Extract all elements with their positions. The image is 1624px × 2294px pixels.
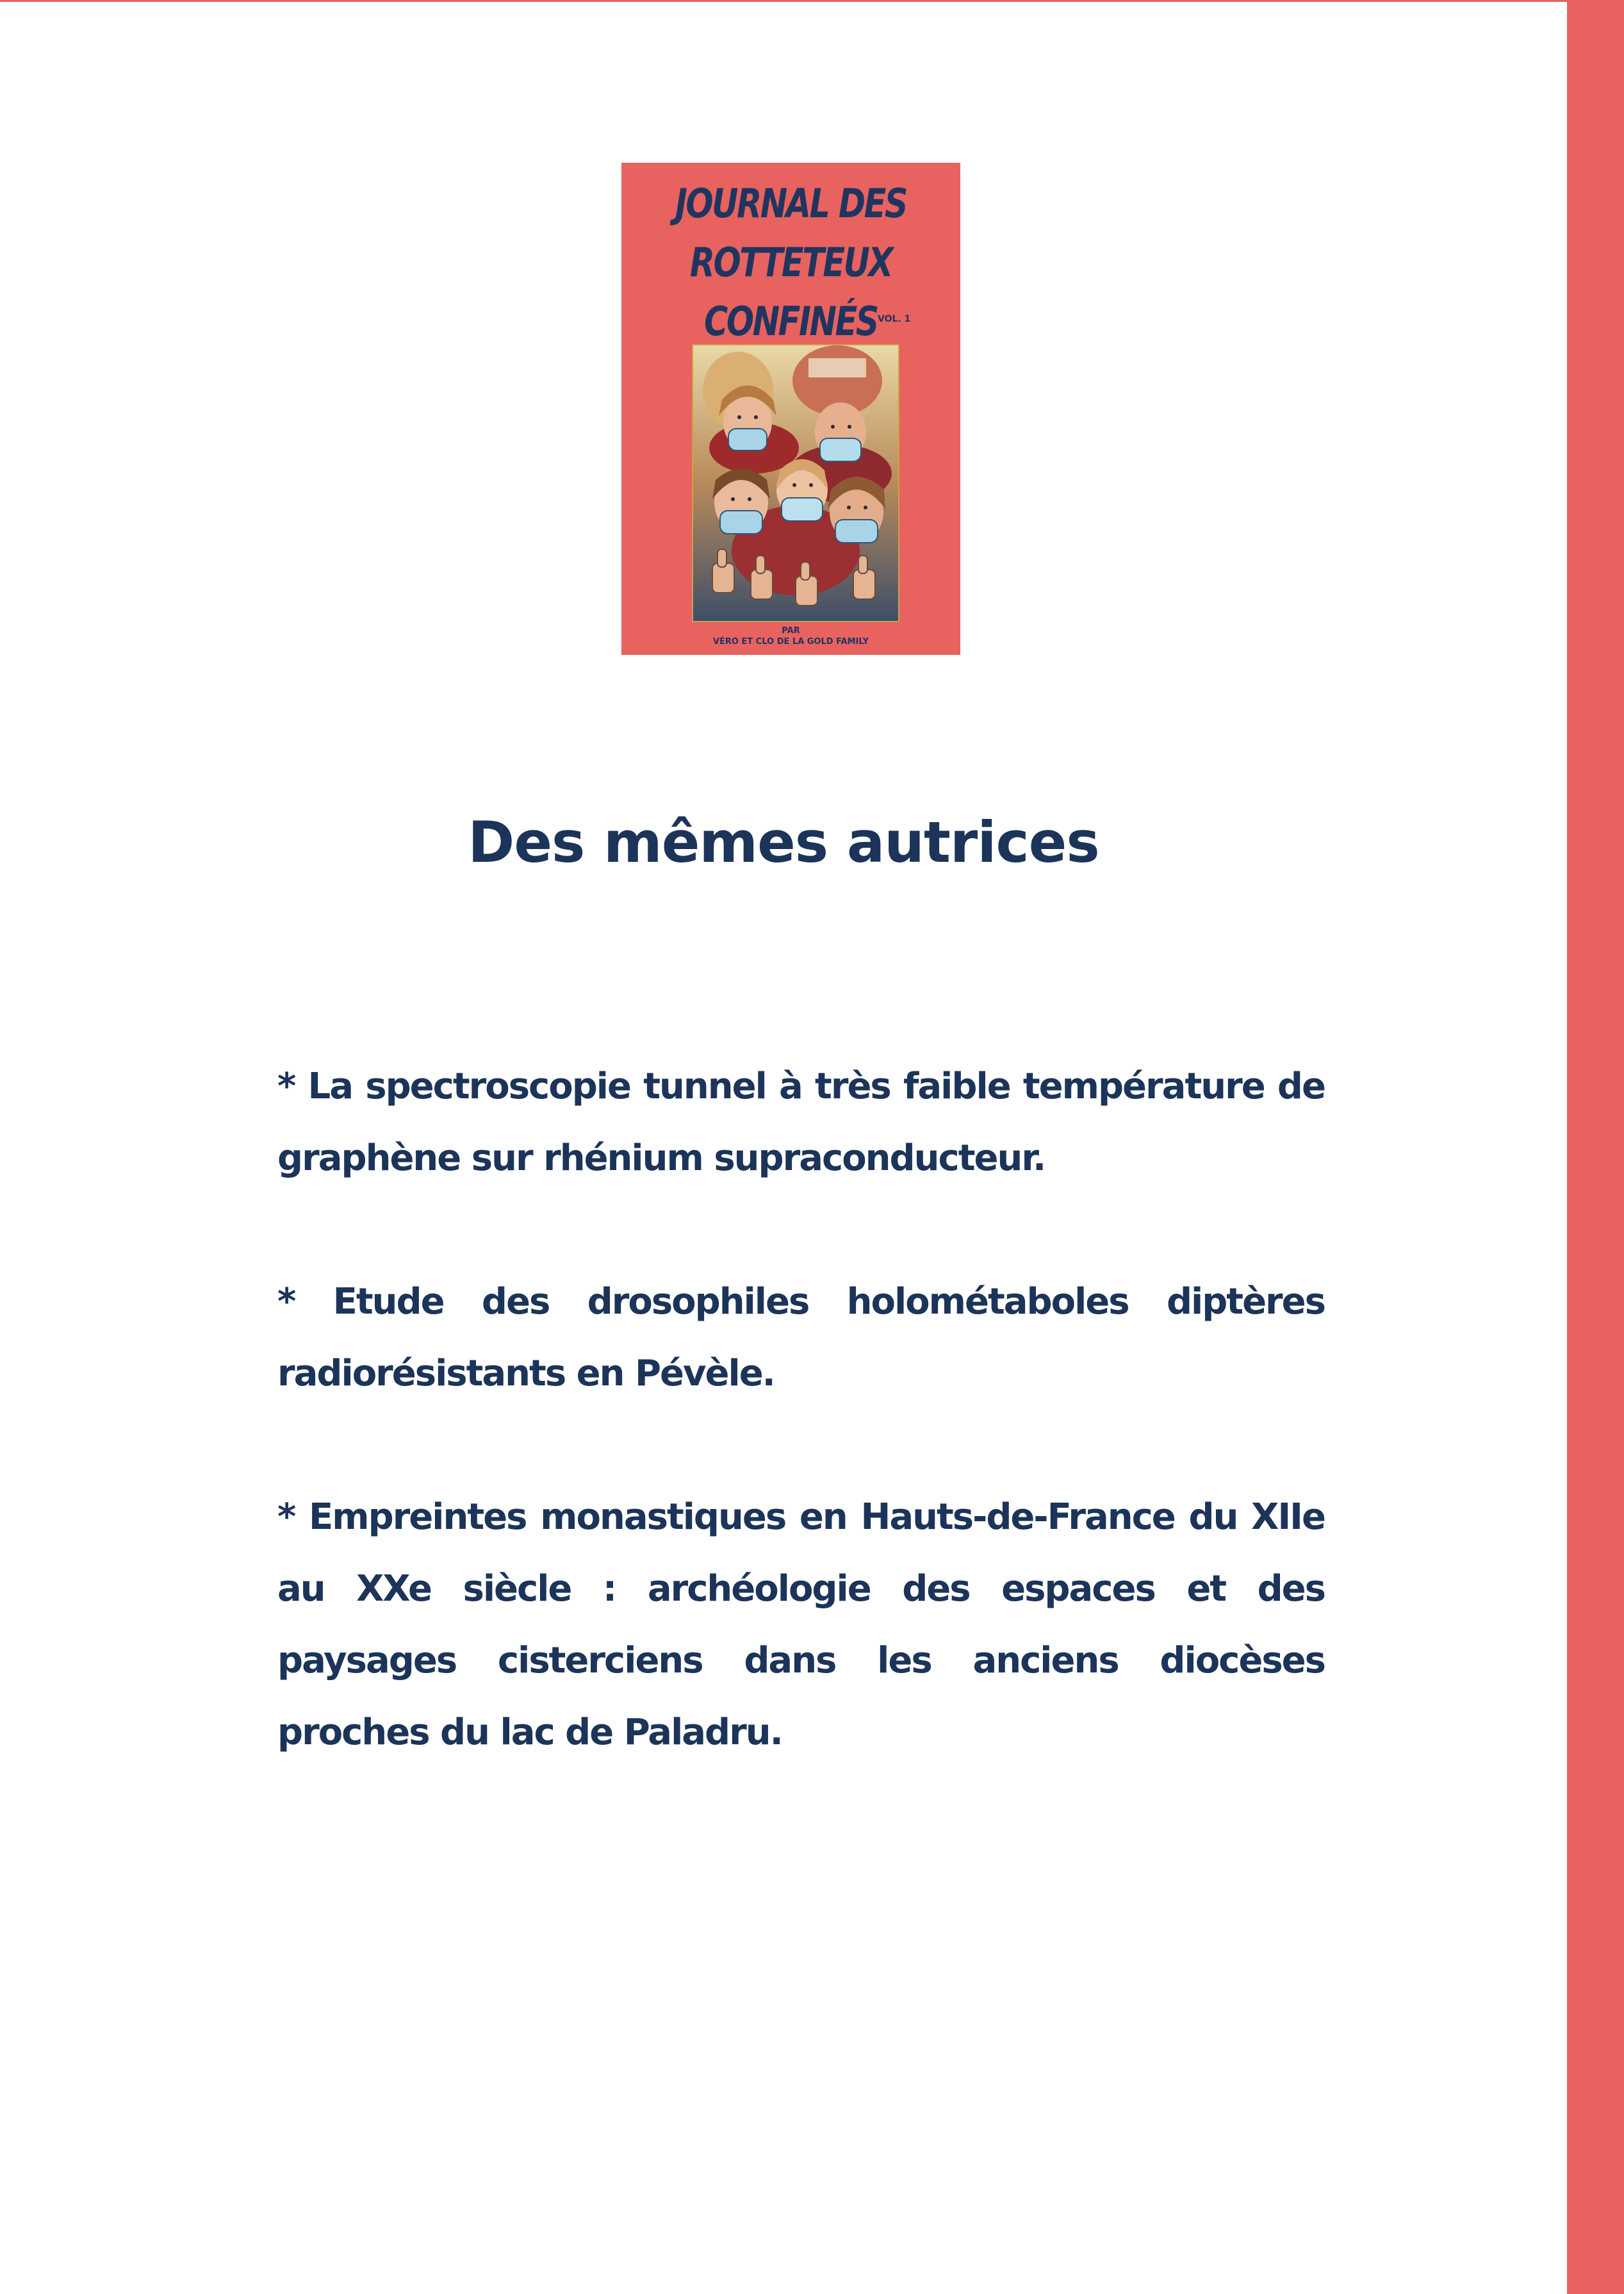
bibliography-list <box>277 1051 1325 1840</box>
bibliography-entry: * La spectroscopie tunnel à très faible température de graphène sur rhénium supraconducteur. <box>277 1066 1325 1179</box>
cover-byline <box>621 625 960 647</box>
cover-illustration <box>692 344 899 622</box>
cover-title <box>652 174 930 351</box>
cover-title-line: CONFINÉS <box>704 298 878 345</box>
cover-title-line: ROTTETEUX <box>689 239 892 286</box>
bibliography-entry: * Empreintes monastiques en Hauts-de-France du XIIe au XXe siècle : archéologie des espaces et des paysages cisterciens dans les anciens diocèses proches du lac de Paladru. <box>277 1496 1325 1753</box>
cover-volume: VOL. 1 <box>878 314 911 324</box>
cover-illustration-image <box>693 345 898 621</box>
bibliography-entry: * Etude des drosophiles holométaboles diptères radiorésistants en Pévèle. <box>277 1281 1325 1394</box>
side-stripe <box>1567 0 1624 2294</box>
cover-title-line: JOURNAL DES <box>675 180 907 227</box>
book-cover <box>621 163 960 655</box>
top-rule <box>0 0 1567 2</box>
cover-byline-line: PAR <box>782 626 800 636</box>
page-heading: Des mêmes autrices <box>468 809 1099 875</box>
cover-byline-line: VÉRO ET CLO DE LA GOLD FAMILY <box>712 637 869 647</box>
